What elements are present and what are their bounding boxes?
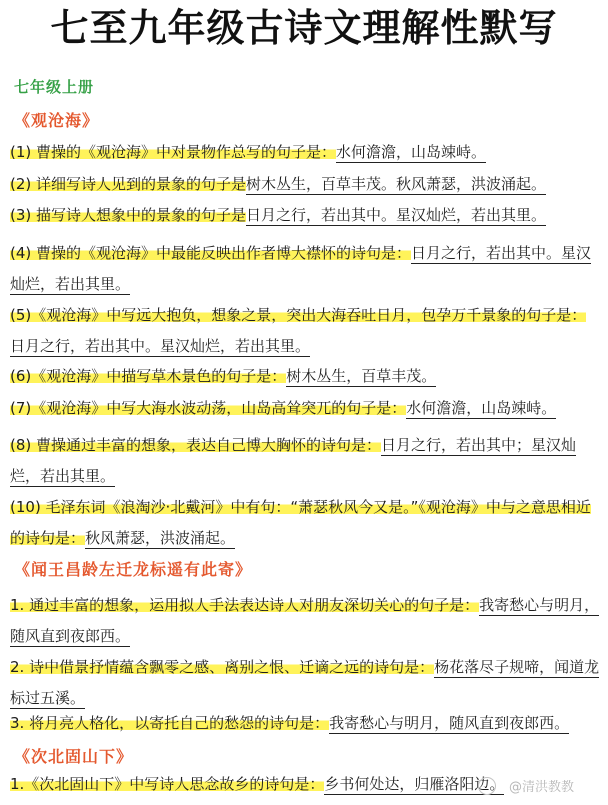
item-10	[10, 492, 600, 554]
question: 1.《次北固山下》中写诗人思念故乡的诗句是：	[10, 775, 325, 793]
answer: 我寄愁心与明月，随风直到夜郎西。	[329, 714, 570, 732]
question: (2) 详细写诗人见到的景象的句子是	[10, 175, 247, 193]
item-7	[10, 398, 600, 418]
poem-heading-guancanghai: 《观沧海》	[14, 111, 100, 130]
answer: 树木丛生，百草丰茂。秋风萧瑟，洪波涌起。	[246, 175, 547, 193]
question: (1) 曹操的《观沧海》中对景物作总写的句子是：	[10, 143, 337, 161]
question: (5)《观沧海》中写远大抱负，想象之景，突出大海吞吐日月，包孕万千景象的句子是：	[10, 306, 587, 324]
item-3	[10, 205, 600, 225]
answer: 树木丛生，百草丰茂。	[286, 367, 437, 385]
question: (4) 曹操的《观沧海》中最能反映出作者博大襟怀的诗句是：	[10, 244, 412, 262]
item-6	[10, 366, 600, 386]
item-2	[10, 174, 600, 194]
answer: 杨花落尽子规啼，闻道龙标过五溪。	[10, 658, 600, 707]
answer: 秋风萧瑟，洪波涌起。	[85, 529, 236, 547]
question: (10) 毛泽东词《浪淘沙·北戴河》中有句：“萧瑟秋风今又是。”《观沧海》中与之意思相近的诗句是：	[10, 498, 591, 547]
watermark: @清洪教教	[508, 780, 574, 795]
answer: 水何澹澹，山岛竦峙。	[336, 143, 487, 161]
item2-1	[10, 590, 600, 652]
poem-heading-cibeigushan: 《次北固山下》	[14, 747, 134, 766]
question: 1. 通过丰富的想象，运用拟人手法表达诗人对朋友深切关心的句子是：	[10, 596, 480, 614]
question: 3. 将月亮人格化，以寄托自己的愁怨的诗句是：	[10, 714, 330, 732]
answer: 日月之行，若出其中。星汉灿烂，若出其里。	[10, 244, 592, 293]
item2-2	[10, 652, 600, 714]
page-title: 七至九年级古诗文理解性默写	[50, 6, 558, 50]
item-5	[10, 300, 600, 362]
answer: 乡书何处达，归雁洛阳边。	[324, 775, 505, 793]
watermark-icon	[478, 777, 496, 795]
answer: 日月之行，若出其中。星汉灿烂，若出其里。	[246, 206, 547, 224]
question: (7)《观沧海》中写大海水波动荡，山岛高耸突兀的句子是：	[10, 399, 407, 417]
question: (8) 曹操通过丰富的想象，表达自己博大胸怀的诗句是：	[10, 436, 382, 454]
poem-heading-wenwangchangling: 《闻王昌龄左迁龙标遥有此寄》	[14, 560, 253, 579]
answer: 日月之行，若出其中；星汉灿烂，若出其里。	[10, 436, 577, 485]
question: (6)《观沧海》中描写草木景色的句子是：	[10, 367, 287, 385]
question: (3) 描写诗人想象中的景象的句子是	[10, 206, 247, 224]
answer: 水何澹澹，山岛竦峙。	[406, 399, 557, 417]
item-1	[10, 142, 600, 162]
answer: 日月之行，若出其中。星汉灿烂，若出其里。	[10, 337, 311, 355]
question: 2. 诗中借景抒情蕴含飘零之感、离别之恨、迁谪之远的诗句是：	[10, 658, 435, 676]
answer: 我寄愁心与明月，随风直到夜郎西。	[10, 596, 600, 645]
grade-heading: 七年级上册	[14, 78, 95, 96]
item-8	[10, 430, 600, 492]
item2-3	[10, 713, 600, 733]
item-4	[10, 238, 600, 300]
